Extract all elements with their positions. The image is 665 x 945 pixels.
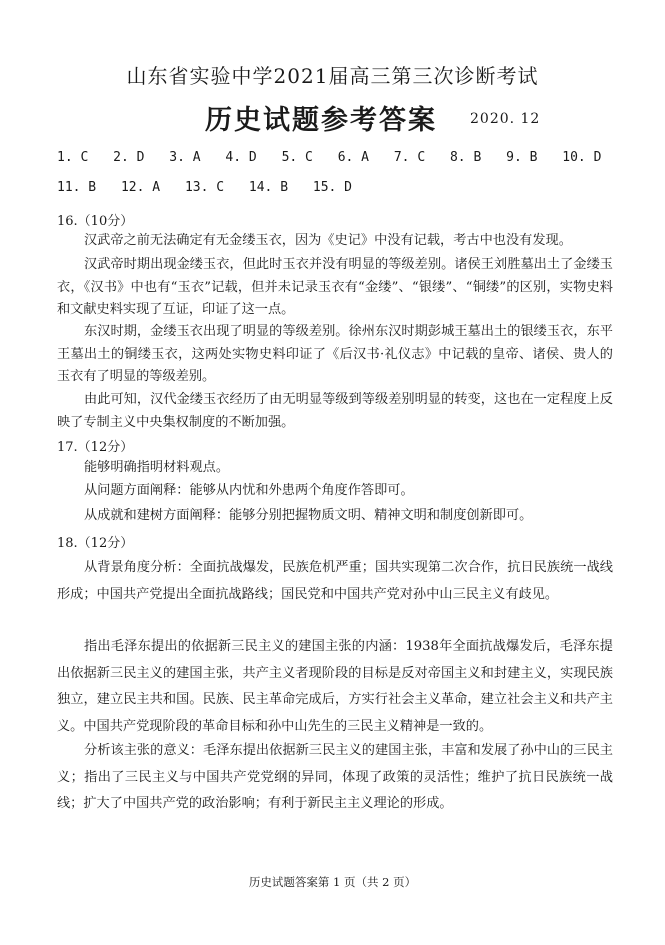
answer-item: 1. C xyxy=(57,150,89,165)
answer-item: 13. C xyxy=(184,180,225,195)
question-17-heading: 17.（12分） xyxy=(57,440,134,455)
answer-item: 3. A xyxy=(169,150,201,165)
q16-paragraph: 东汉时期，金缕玉衣出现了明显的等级差别。徐州东汉时期彭城王墓出土的银缕玉衣，东平王墓出土的铜缕玉衣，这两处实物史料印证了《后汉书·礼仪志》中记载的皇帝、诸侯、贵人的玉衣有了明显的等级差别。 xyxy=(57,324,613,384)
q16-paragraph: 汉武帝时期出现金缕玉衣，但此时玉衣并没有明显的等级差别。诸侯王刘胜墓出土了金缕玉衣，《汉书》中也有“玉衣”记载，但并未记录玉衣有“金缕”、“银缕”、“铜缕”的区别，实物史料和文献史料实现了互证，印证了这一点。 xyxy=(57,257,613,317)
question-16-heading: 16.（10分） xyxy=(57,214,134,229)
answer-item: 4. D xyxy=(225,150,257,165)
answer-item: 8. B xyxy=(449,150,482,165)
q18-paragraph: 指出毛泽东提出的依据新三民主义的建国主张的内涵：1938年全面抗战爆发后，毛泽东提出依据新三民主义的建国主张，共产主义者现阶段的目标是反对帝国主义和封建主义，实现民族独立，建立民主共和国。民族、民主革命完成后，方实行社会主义革命，建立社会主义和共产主义。中国共产党现阶段的革命目标和孙中山先生的三民主义精神是一致的。 xyxy=(57,639,613,734)
answer-row-1 xyxy=(57,150,618,165)
q17-paragraph: 能够明确指明材料观点。 xyxy=(84,460,230,475)
answer-item: 10. D xyxy=(562,150,602,165)
answer-item: 14. B xyxy=(248,180,289,195)
answer-row-2 xyxy=(57,180,369,195)
q17-paragraph: 从成就和建树方面阐释：能够分别把握物质文明、精神文明和制度创新即可。 xyxy=(84,508,533,523)
answer-item: 7. C xyxy=(393,150,426,165)
answer-item: 15. D xyxy=(312,180,353,195)
q16-paragraph: 汉武帝之前无法确定有无金缕玉衣，因为《史记》中没有记载，考古中也没有发现。 xyxy=(84,233,572,248)
answer-item: 11. B xyxy=(57,180,97,195)
question-18-heading: 18.（12分） xyxy=(57,536,134,551)
answer-item: 5. C xyxy=(281,150,313,165)
q18-paragraph: 从背景角度分析：全面抗战爆发，民族危机严重；国共实现第二次合作，抗日民族统一战线形成；中国共产党提出全面抗战路线；国民党和中国共产党对孙中山三民主义有歧见。 xyxy=(57,560,613,602)
answer-item: 12. A xyxy=(120,180,161,195)
page-footer: 历史试题答案第 1 页（共 2 页） xyxy=(248,875,417,889)
exam-title: 山东省实验中学2021届高三第三次诊断考试 xyxy=(126,64,539,88)
answer-item: 2. D xyxy=(113,150,145,165)
document-subtitle: 历史试题参考答案 xyxy=(205,105,437,136)
answer-item: 9. B xyxy=(506,150,538,165)
q16-paragraph: 由此可知，汉代金缕玉衣经历了由无明显等级到等级差别明显的转变，这也在一定程度上反映了专制主义中央集权制度的不断加强。 xyxy=(57,392,613,430)
q18-paragraph: 分析该主张的意义：毛泽东提出依据新三民主义的建国主张，丰富和发展了孙中山的三民主义；指出了三民主义与中国共产党党纲的异同，体现了政策的灵活性；维护了抗日民族统一战线；扩大了中国共产党的政治影响；有利于新民主主义理论的形成。 xyxy=(57,743,613,811)
answer-item: 6. A xyxy=(337,150,370,165)
exam-date: 2020. 12 xyxy=(470,111,541,127)
q17-paragraph: 从问题方面阐释：能够从内忧和外患两个角度作答即可。 xyxy=(84,483,414,498)
